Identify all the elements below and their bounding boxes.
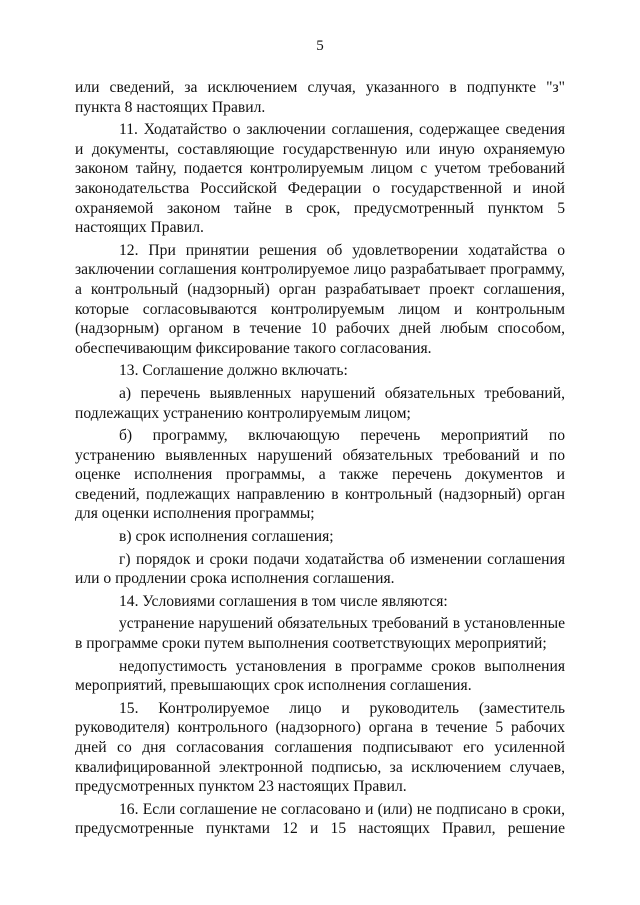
paragraph-13-g: г) порядок и сроки подачи ходатайства об изменении соглашения или о продлении срока исполнения соглашения.: [75, 550, 565, 588]
paragraph-12: 12. При принятии решения об удовлетворении ходатайства о заключении соглашения контролируемое лицо разрабатывает программу, а контрольный (надзорный) орган разрабатывает проект соглашения, которые согласовываются контролируемым лицом и контрольным (надзорным) органом в течение 10 рабочих дней любым способом, обеспечивающим фиксирование такого согласования.: [75, 241, 565, 357]
paragraph-14-condition-1: устранение нарушений обязательных требований в установленные в программе сроки путем выполнения соответствующих мероприятий;: [75, 615, 565, 653]
paragraph-14-condition-2: недопустимость установления в программе сроков выполнения мероприятий, превышающих срок исполнения соглашения.: [75, 657, 565, 695]
page-number: 5: [316, 38, 324, 54]
paragraph-14: 14. Условиями соглашения в том числе являются:: [119, 592, 448, 610]
paragraph-15: 15. Контролируемое лицо и руководитель (заместитель руководителя) контрольного (надзорного) органа в течение 5 рабочих дней со дня согласования соглашения подписывают его усиленной квалифицированной электронной подписью, за исключением случаев, предусмотренных пунктом 23 настоящих Правил.: [75, 699, 565, 796]
paragraph-13-b: б) программу, включающую перечень мероприятий по устранению выявленных нарушений обязательных требований и по оценке исполнения программы, а также перечень документов и сведений, подлежащих направлению в контрольный (надзорный) орган для оценки исполнения программы;: [75, 427, 565, 523]
paragraph-13-v: в) срок исполнения соглашения;: [119, 528, 334, 546]
paragraph-13-a: а) перечень выявленных нарушений обязательных требований, подлежащих устранению контролируемым лицом;: [75, 384, 565, 422]
document-body: [75, 78, 565, 839]
paragraph-16: 16. Если соглашение не согласовано и (или) не подписано в сроки, предусмотренные пунктами 12 и 15 настоящих Правил, решение: [75, 800, 565, 838]
paragraph-continuation: или сведений, за исключением случая, указанного в подпункте "з" пункта 8 настоящих Правил.: [75, 79, 565, 116]
paragraph-13: 13. Соглашение должно включать:: [119, 362, 348, 380]
paragraph-11: 11. Ходатайство о заключении соглашения, содержащее сведения и документы, составляющие государственную или иную охраняемую законом тайну, подается контролируемым лицом с учетом требований законодательства Российской Федерации о государственной и иной охраняемой законом тайне в срок, предусмотренный пунктом 5 настоящих Правил.: [75, 121, 565, 237]
